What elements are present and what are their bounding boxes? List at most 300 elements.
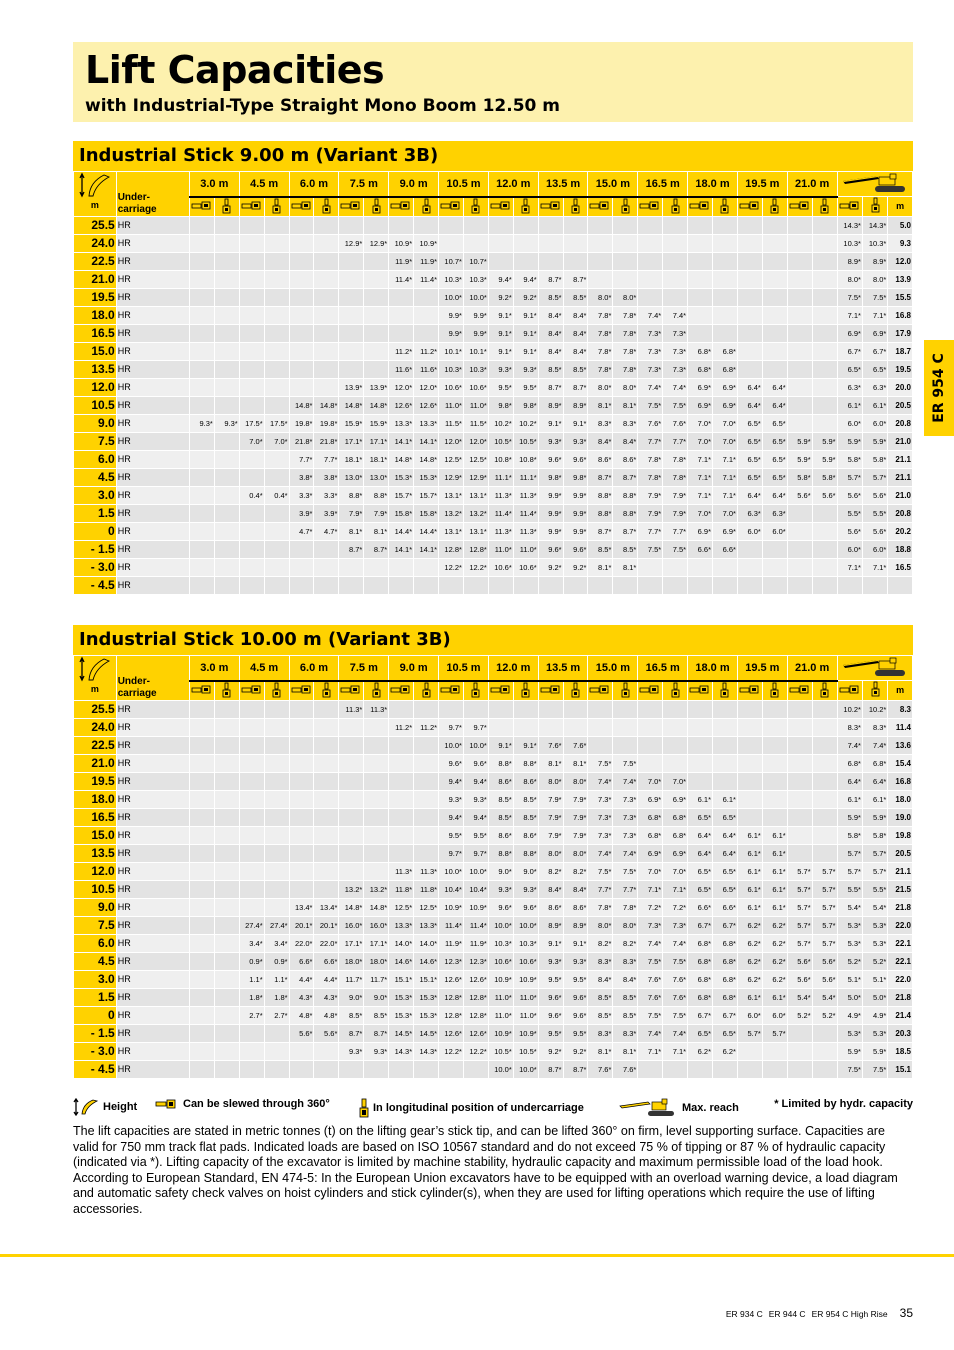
row-height: 3.0 bbox=[74, 970, 117, 988]
max-reach-capacity: 6.1* bbox=[837, 396, 862, 414]
capacity-cell bbox=[264, 718, 289, 736]
capacity-cell: 9.4* bbox=[463, 772, 488, 790]
capacity-cell bbox=[688, 216, 713, 234]
capacity-cell: 13.0* bbox=[339, 468, 364, 486]
row-height: 4.5 bbox=[74, 952, 117, 970]
capacity-cell bbox=[189, 558, 214, 576]
capacity-cell bbox=[713, 288, 738, 306]
capacity-cell: 7.9* bbox=[663, 486, 688, 504]
capacity-cell bbox=[488, 700, 513, 718]
capacity-cell bbox=[189, 988, 214, 1006]
capacity-cell: 11.3* bbox=[339, 700, 364, 718]
capacity-cell: 6.8* bbox=[638, 808, 663, 826]
capacity-cell: 3.4* bbox=[264, 934, 289, 952]
max-reach-distance: 21.0 bbox=[888, 486, 913, 504]
max-reach-capacity: 6.3* bbox=[837, 378, 862, 396]
capacity-cell: 19.8* bbox=[289, 414, 314, 432]
capacity-cell: 11.5* bbox=[463, 414, 488, 432]
capacity-cell bbox=[314, 342, 339, 360]
capacity-cell bbox=[737, 558, 762, 576]
capacity-cell bbox=[713, 1060, 738, 1078]
capacity-cell bbox=[239, 306, 264, 324]
max-reach-distance: 8.3 bbox=[888, 700, 913, 718]
reach-header: 6.0 m bbox=[289, 172, 339, 197]
capacity-cell bbox=[214, 1024, 239, 1042]
capacity-cell: 9.4* bbox=[439, 772, 464, 790]
capacity-cell bbox=[239, 790, 264, 808]
longitudinal-icon-cell bbox=[563, 197, 588, 217]
capacity-cell: 6.2* bbox=[737, 934, 762, 952]
capacity-cell bbox=[663, 216, 688, 234]
capacity-cell bbox=[588, 234, 613, 252]
capacity-cell bbox=[688, 252, 713, 270]
excavator-max-reach-icon bbox=[618, 1098, 678, 1118]
section-title-stick-10m bbox=[73, 625, 913, 655]
max-reach-distance: 13.9 bbox=[888, 270, 913, 288]
capacity-cell bbox=[264, 270, 289, 288]
slew-360-icon bbox=[689, 200, 711, 211]
capacity-cell: 11.0* bbox=[488, 1006, 513, 1024]
capacity-cell bbox=[339, 216, 364, 234]
capacity-cell: 7.2* bbox=[638, 898, 663, 916]
capacity-cell: 8.5* bbox=[513, 790, 538, 808]
capacity-cell bbox=[787, 216, 812, 234]
capacity-cell: 7.0* bbox=[688, 504, 713, 522]
capacity-cell: 5.6* bbox=[812, 970, 837, 988]
title-block bbox=[73, 42, 913, 122]
capacity-cell bbox=[638, 700, 663, 718]
capacity-cell bbox=[389, 216, 414, 234]
capacity-cell: 9.1* bbox=[563, 414, 588, 432]
capacity-cell bbox=[264, 234, 289, 252]
capacity-cell: 10.3* bbox=[439, 360, 464, 378]
capacity-cell: 9.9* bbox=[563, 522, 588, 540]
capacity-cell bbox=[812, 576, 837, 594]
capacity-cell bbox=[488, 576, 513, 594]
capacity-cell bbox=[787, 1060, 812, 1078]
capacity-cell: 8.1* bbox=[364, 522, 389, 540]
capacity-cell: 8.8* bbox=[364, 486, 389, 504]
slew-360-icon bbox=[540, 200, 562, 211]
capacity-cell: 5.7* bbox=[737, 1024, 762, 1042]
slew-360-icon bbox=[390, 200, 412, 211]
capacity-cell bbox=[463, 700, 488, 718]
row-undercarriage: HR bbox=[116, 808, 189, 826]
slew-icon-cell bbox=[787, 681, 812, 701]
capacity-cell: 6.8* bbox=[713, 342, 738, 360]
height-unit: m bbox=[90, 684, 99, 694]
capacity-cell bbox=[289, 862, 314, 880]
capacity-cell bbox=[812, 718, 837, 736]
capacity-cell: 10.2* bbox=[513, 414, 538, 432]
max-reach-capacity: 5.9* bbox=[862, 432, 887, 450]
capacity-cell: 6.4* bbox=[737, 396, 762, 414]
capacity-cell: 9.3* bbox=[538, 952, 563, 970]
max-reach-capacity: 7.4* bbox=[837, 736, 862, 754]
capacity-cell bbox=[737, 1060, 762, 1078]
max-reach-capacity: 8.9* bbox=[837, 252, 862, 270]
capacity-cell: 17.1* bbox=[339, 934, 364, 952]
capacity-cell bbox=[264, 324, 289, 342]
capacity-cell: 8.7* bbox=[613, 522, 638, 540]
capacity-cell: 6.1* bbox=[737, 988, 762, 1006]
capacity-cell: 8.3* bbox=[613, 1024, 638, 1042]
capacity-cell: 7.6* bbox=[588, 1060, 613, 1078]
capacity-cell bbox=[638, 252, 663, 270]
capacity-cell: 7.9* bbox=[364, 504, 389, 522]
capacity-cell bbox=[414, 558, 439, 576]
max-reach-capacity: 6.1* bbox=[862, 790, 887, 808]
capacity-cell: 14.6* bbox=[389, 952, 414, 970]
capacity-cell: 6.9* bbox=[713, 378, 738, 396]
capacity-cell bbox=[812, 772, 837, 790]
capacity-cell bbox=[414, 306, 439, 324]
capacity-cell bbox=[588, 736, 613, 754]
row-height: 24.0 bbox=[74, 234, 117, 252]
capacity-cell bbox=[339, 306, 364, 324]
capacity-cell bbox=[364, 306, 389, 324]
capacity-cell bbox=[713, 234, 738, 252]
capacity-cell: 7.7* bbox=[663, 432, 688, 450]
slew-icon-cell bbox=[339, 197, 364, 217]
capacity-cell bbox=[812, 790, 837, 808]
capacity-cell: 7.5* bbox=[663, 396, 688, 414]
capacity-cell bbox=[264, 862, 289, 880]
longitudinal-position-icon bbox=[471, 682, 480, 698]
capacity-cell: 6.4* bbox=[762, 396, 787, 414]
longitudinal-icon-cell bbox=[364, 197, 389, 217]
capacity-cell bbox=[787, 396, 812, 414]
table-row bbox=[74, 216, 913, 234]
max-reach-distance: 21.1 bbox=[888, 468, 913, 486]
row-height: 25.5 bbox=[74, 216, 117, 234]
capacity-cell: 4.8* bbox=[289, 1006, 314, 1024]
capacity-cell: 5.7* bbox=[787, 898, 812, 916]
capacity-cell: 0.9* bbox=[239, 952, 264, 970]
capacity-cell bbox=[439, 1060, 464, 1078]
longitudinal-icon-cell bbox=[762, 197, 787, 217]
capacity-cell: 14.4* bbox=[414, 522, 439, 540]
row-height: 15.0 bbox=[74, 342, 117, 360]
slew-icon-cell bbox=[189, 681, 214, 701]
table-row bbox=[74, 252, 913, 270]
capacity-cell: 8.4* bbox=[538, 880, 563, 898]
max-reach-capacity: 7.5* bbox=[862, 1060, 887, 1078]
capacity-cell: 6.4* bbox=[713, 844, 738, 862]
capacity-cell bbox=[314, 234, 339, 252]
undercarriage-header: Under- carriage bbox=[116, 656, 189, 701]
max-reach-distance: 15.1 bbox=[888, 1060, 913, 1078]
capacity-cell bbox=[189, 252, 214, 270]
longitudinal-icon-cell bbox=[563, 681, 588, 701]
capacity-cell bbox=[787, 252, 812, 270]
capacity-cell: 8.5* bbox=[488, 790, 513, 808]
row-undercarriage: HR bbox=[116, 754, 189, 772]
max-reach-capacity: 6.4* bbox=[862, 772, 887, 790]
capacity-cell: 7.9* bbox=[538, 826, 563, 844]
longitudinal-icon-cell bbox=[414, 197, 439, 217]
capacity-cell bbox=[264, 396, 289, 414]
capacity-cell: 14.1* bbox=[414, 540, 439, 558]
capacity-cell bbox=[688, 234, 713, 252]
capacity-cell: 6.5* bbox=[688, 862, 713, 880]
capacity-cell bbox=[239, 700, 264, 718]
capacity-cell bbox=[189, 700, 214, 718]
capacity-cell bbox=[812, 270, 837, 288]
capacity-cell: 6.2* bbox=[737, 916, 762, 934]
capacity-cell bbox=[364, 270, 389, 288]
capacity-cell: 11.3* bbox=[488, 486, 513, 504]
capacity-cell bbox=[588, 216, 613, 234]
capacity-cell bbox=[488, 234, 513, 252]
capacity-cell bbox=[239, 898, 264, 916]
capacity-cell bbox=[787, 736, 812, 754]
capacity-cell: 6.5* bbox=[737, 432, 762, 450]
capacity-cell bbox=[189, 772, 214, 790]
capacity-cell bbox=[762, 288, 787, 306]
capacity-cell bbox=[812, 306, 837, 324]
row-undercarriage: HR bbox=[116, 880, 189, 898]
capacity-cell bbox=[414, 700, 439, 718]
capacity-cell: 7.1* bbox=[713, 468, 738, 486]
capacity-cell: 9.4* bbox=[463, 808, 488, 826]
capacity-cell bbox=[189, 360, 214, 378]
capacity-cell: 12.9* bbox=[463, 468, 488, 486]
row-height: 15.0 bbox=[74, 826, 117, 844]
capacity-cell: 8.7* bbox=[538, 378, 563, 396]
capacity-cell: 6.9* bbox=[663, 790, 688, 808]
capacity-cell bbox=[812, 736, 837, 754]
max-reach-distance: 19.5 bbox=[888, 360, 913, 378]
capacity-cell: 9.6* bbox=[538, 1006, 563, 1024]
longitudinal-position-icon bbox=[422, 682, 431, 698]
capacity-cell: 13.2* bbox=[364, 880, 389, 898]
capacity-cell: 9.7* bbox=[439, 844, 464, 862]
capacity-cell: 5.7* bbox=[812, 880, 837, 898]
capacity-cell: 7.3* bbox=[638, 342, 663, 360]
longitudinal-position-icon bbox=[621, 198, 630, 214]
capacity-cell: 10.0* bbox=[439, 736, 464, 754]
capacity-cell bbox=[189, 1060, 214, 1078]
capacity-cell bbox=[289, 754, 314, 772]
capacity-cell bbox=[688, 772, 713, 790]
max-reach-capacity: 7.1* bbox=[837, 306, 862, 324]
capacity-cell: 12.5* bbox=[414, 898, 439, 916]
row-undercarriage: HR bbox=[116, 324, 189, 342]
capacity-cell: 8.5* bbox=[538, 288, 563, 306]
capacity-cell bbox=[762, 1042, 787, 1060]
capacity-cell: 6.6* bbox=[289, 952, 314, 970]
capacity-cell: 9.9* bbox=[538, 486, 563, 504]
capacity-cell bbox=[189, 934, 214, 952]
capacity-cell bbox=[264, 790, 289, 808]
capacity-cell bbox=[563, 216, 588, 234]
capacity-cell bbox=[812, 360, 837, 378]
capacity-cell bbox=[239, 252, 264, 270]
capacity-cell bbox=[264, 360, 289, 378]
max-reach-capacity: 6.0* bbox=[837, 540, 862, 558]
capacity-cell: 4.4* bbox=[314, 970, 339, 988]
capacity-cell: 7.4* bbox=[613, 844, 638, 862]
longitudinal-position-icon bbox=[770, 198, 779, 214]
capacity-cell: 13.2* bbox=[439, 504, 464, 522]
capacity-cell bbox=[239, 862, 264, 880]
capacity-cell bbox=[289, 234, 314, 252]
reach-header: 15.0 m bbox=[588, 172, 638, 197]
reach-header: 16.5 m bbox=[638, 172, 688, 197]
capacity-cell: 8.6* bbox=[588, 450, 613, 468]
capacity-cell: 9.9* bbox=[563, 486, 588, 504]
capacity-cell: 18.0* bbox=[339, 952, 364, 970]
capacity-cell: 5.7* bbox=[812, 916, 837, 934]
capacity-cell: 7.3* bbox=[613, 808, 638, 826]
capacity-cell: 10.9* bbox=[414, 234, 439, 252]
capacity-cell: 10.7* bbox=[439, 252, 464, 270]
capacity-cell bbox=[713, 306, 738, 324]
slew-icon-cell bbox=[439, 197, 464, 217]
capacity-cell bbox=[613, 216, 638, 234]
capacity-cell: 9.0* bbox=[513, 862, 538, 880]
slew-icon-cell bbox=[488, 197, 513, 217]
max-reach-capacity: 5.8* bbox=[862, 826, 887, 844]
reach-header: 6.0 m bbox=[289, 656, 339, 681]
capacity-cell: 6.5* bbox=[713, 880, 738, 898]
reach-header: 3.0 m bbox=[189, 172, 239, 197]
reach-header: 9.0 m bbox=[389, 172, 439, 197]
slew-360-icon bbox=[639, 684, 661, 695]
max-reach-capacity: 5.1* bbox=[837, 970, 862, 988]
capacity-cell: 7.8* bbox=[588, 898, 613, 916]
capacity-cell: 6.4* bbox=[688, 826, 713, 844]
capacity-cell: 7.1* bbox=[688, 486, 713, 504]
capacity-cell bbox=[214, 324, 239, 342]
capacity-cell: 3.8* bbox=[289, 468, 314, 486]
capacity-cell: 7.7* bbox=[663, 522, 688, 540]
capacity-cell bbox=[214, 468, 239, 486]
capacity-cell bbox=[214, 288, 239, 306]
capacity-cell: 6.9* bbox=[688, 378, 713, 396]
capacity-cell bbox=[389, 700, 414, 718]
capacity-cell bbox=[189, 916, 214, 934]
capacity-cell: 7.6* bbox=[563, 736, 588, 754]
capacity-cell: 8.5* bbox=[364, 1006, 389, 1024]
capacity-cell bbox=[339, 558, 364, 576]
table-row bbox=[74, 772, 913, 790]
header-row-reach bbox=[74, 172, 913, 197]
capacity-cell bbox=[762, 360, 787, 378]
capacity-cell: 7.3* bbox=[613, 826, 638, 844]
capacity-cell: 6.5* bbox=[688, 1024, 713, 1042]
capacity-cell: 8.5* bbox=[339, 1006, 364, 1024]
capacity-cell bbox=[189, 468, 214, 486]
slew-360-icon bbox=[739, 684, 761, 695]
capacity-cell bbox=[389, 826, 414, 844]
capacity-cell: 11.3* bbox=[513, 522, 538, 540]
table-row bbox=[74, 970, 913, 988]
row-height: 12.0 bbox=[74, 378, 117, 396]
capacity-cell bbox=[239, 826, 264, 844]
capacity-cell: 7.6* bbox=[638, 988, 663, 1006]
capacity-cell: 10.6* bbox=[488, 952, 513, 970]
capacity-cell bbox=[264, 754, 289, 772]
capacity-cell: 6.6* bbox=[713, 540, 738, 558]
longitudinal-icon-cell bbox=[214, 197, 239, 217]
longitudinal-icon-cell bbox=[513, 197, 538, 217]
capacity-cell: 17.1* bbox=[364, 934, 389, 952]
capacity-cell: 15.3* bbox=[389, 1006, 414, 1024]
longitudinal-position-icon bbox=[222, 198, 231, 214]
capacity-cell bbox=[513, 576, 538, 594]
capacity-cell bbox=[339, 270, 364, 288]
capacity-cell bbox=[339, 808, 364, 826]
capacity-cell: 9.6* bbox=[563, 450, 588, 468]
longitudinal-position-icon bbox=[770, 682, 779, 698]
capacity-cell: 7.4* bbox=[638, 378, 663, 396]
reach-header: 10.5 m bbox=[439, 172, 489, 197]
capacity-cell bbox=[488, 718, 513, 736]
capacity-cell: 3.3* bbox=[314, 486, 339, 504]
capacity-cell bbox=[214, 934, 239, 952]
capacity-cell bbox=[214, 700, 239, 718]
capacity-cell: 9.4* bbox=[439, 808, 464, 826]
capacity-cell: 9.6* bbox=[538, 450, 563, 468]
capacity-cell bbox=[787, 522, 812, 540]
capacity-cell bbox=[613, 718, 638, 736]
max-reach-capacity: 5.7* bbox=[837, 468, 862, 486]
capacity-cell: 11.9* bbox=[389, 252, 414, 270]
capacity-cell bbox=[463, 576, 488, 594]
capacity-cell: 14.8* bbox=[389, 450, 414, 468]
capacity-cell bbox=[787, 558, 812, 576]
capacity-cell: 1.8* bbox=[239, 988, 264, 1006]
capacity-cell bbox=[737, 772, 762, 790]
table-row bbox=[74, 988, 913, 1006]
capacity-cell bbox=[688, 288, 713, 306]
capacity-cell: 10.4* bbox=[463, 880, 488, 898]
capacity-cell bbox=[189, 1042, 214, 1060]
section-heading: Industrial Stick 10.00 m (Variant 3B) bbox=[79, 629, 451, 650]
capacity-cell: 9.6* bbox=[563, 540, 588, 558]
capacity-cell bbox=[264, 504, 289, 522]
capacity-cell bbox=[663, 1060, 688, 1078]
table-row bbox=[74, 504, 913, 522]
capacity-cell: 7.5* bbox=[638, 540, 663, 558]
row-undercarriage: HR bbox=[116, 1006, 189, 1024]
max-reach-capacity: 5.0* bbox=[862, 988, 887, 1006]
capacity-cell bbox=[737, 306, 762, 324]
capacity-cell bbox=[339, 360, 364, 378]
capacity-cell bbox=[812, 414, 837, 432]
max-reach-distance: 20.5 bbox=[888, 844, 913, 862]
capacity-cell bbox=[289, 880, 314, 898]
capacity-cell: 6.2* bbox=[688, 1042, 713, 1060]
longitudinal-icon-cell bbox=[713, 681, 738, 701]
slew-360-icon bbox=[340, 684, 362, 695]
row-height: 12.0 bbox=[74, 862, 117, 880]
capacity-cell bbox=[713, 700, 738, 718]
row-undercarriage: HR bbox=[116, 952, 189, 970]
capacity-cell: 5.9* bbox=[787, 450, 812, 468]
capacity-cell: 7.0* bbox=[688, 432, 713, 450]
capacity-cell: 14.8* bbox=[364, 396, 389, 414]
capacity-cell: 1.1* bbox=[239, 970, 264, 988]
capacity-cell bbox=[189, 270, 214, 288]
capacity-cell bbox=[214, 378, 239, 396]
capacity-cell bbox=[214, 808, 239, 826]
capacity-cell: 15.7* bbox=[389, 486, 414, 504]
capacity-cell: 13.4* bbox=[314, 898, 339, 916]
longitudinal-position-icon bbox=[671, 198, 680, 214]
